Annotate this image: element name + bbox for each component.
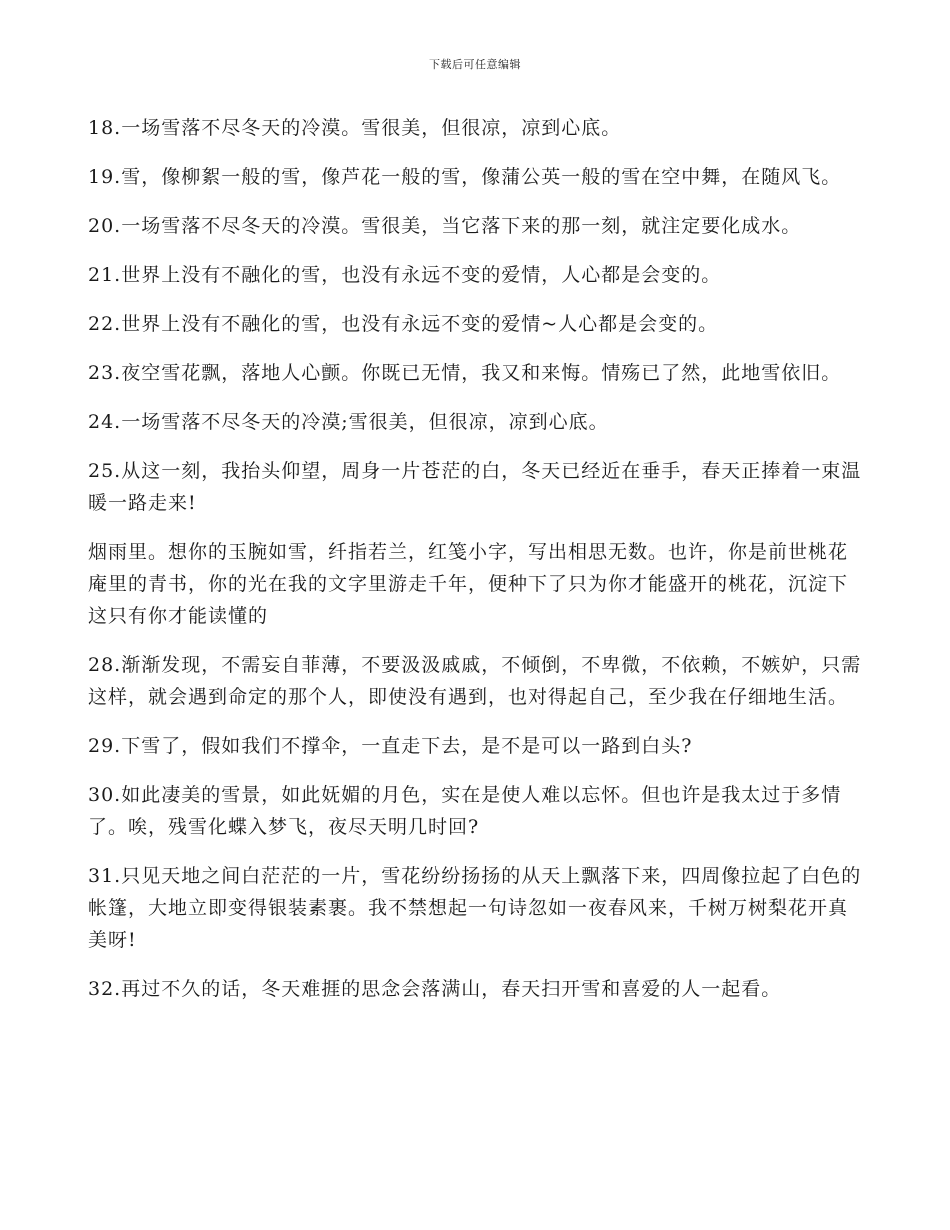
paragraph-28: 28.渐渐发现，不需妄自菲薄，不要汲汲戚戚，不倾倒，不卑微，不依赖，不嫉妒，只需这样，就会遇到命定的那个人，即使没有遇到，也对得起自己，至少我在仔细地生活。: [88, 654, 862, 708]
paragraph-32: 32.再过不久的话，冬天难捱的思念会落满山，春天扫开雪和喜爱的人一起看。: [88, 978, 782, 1000]
paragraph-18: 18.一场雪落不尽冬天的冷漠。雪很美，但很凉，凉到心底。: [88, 117, 622, 139]
paragraph-31: 31.只见天地之间白茫茫的一片，雪花纷纷扬扬的从天上飘落下来，四周像拉起了白色的帐篷，大地立即变得银装素裹。我不禁想起一句诗忽如一夜春风来，千树万树梨花开真美呀!: [88, 865, 862, 951]
paragraph-24: 24.一场雪落不尽冬天的冷漠;雪很美，但很凉，凉到心底。: [88, 411, 609, 433]
paragraph-29: 29.下雪了，假如我们不撑伞，一直走下去，是不是可以一路到白头?: [88, 735, 693, 757]
page-header: 下载后可任意编辑: [429, 58, 521, 71]
document-body: [88, 112, 863, 1022]
paragraph-30: 30.如此凄美的雪景，如此妩媚的月色，实在是使人难以忘怀。但也许是我太过于多情了。唉，残雪化蝶入梦飞，夜尽天明几时回?: [88, 784, 842, 838]
paragraph-21: 21.世界上没有不融化的雪，也没有永远不变的爱情，人心都是会变的。: [88, 264, 722, 286]
paragraph-unnumbered: 烟雨里。想你的玉腕如雪，纤指若兰，红笺小字，写出相思无数。也许，你是前世桃花庵里的青书，你的光在我的文字里游走千年，便种下了只为你才能盛开的桃花，沉淀下这只有你才能读懂的: [88, 541, 849, 627]
paragraph-22: 22.世界上没有不融化的雪，也没有永远不变的爱情~人心都是会变的。: [88, 313, 719, 335]
paragraph-20: 20.一场雪落不尽冬天的冷漠。雪很美，当它落下来的那一刻，就注定要化成水。: [88, 215, 802, 237]
paragraph-23: 23.夜空雪花飘，落地人心颤。你既已无情，我又和来悔。情殇已了然，此地雪依旧。: [88, 362, 842, 384]
paragraph-25: 25.从这一刻，我抬头仰望，周身一片苍茫的白，冬天已经近在垂手，春天正捧着一束温暖一路走来!: [88, 460, 862, 514]
paragraph-19: 19.雪，像柳絮一般的雪，像芦花一般的雪，像蒲公英一般的雪在空中舞，在随风飞。: [88, 166, 842, 188]
